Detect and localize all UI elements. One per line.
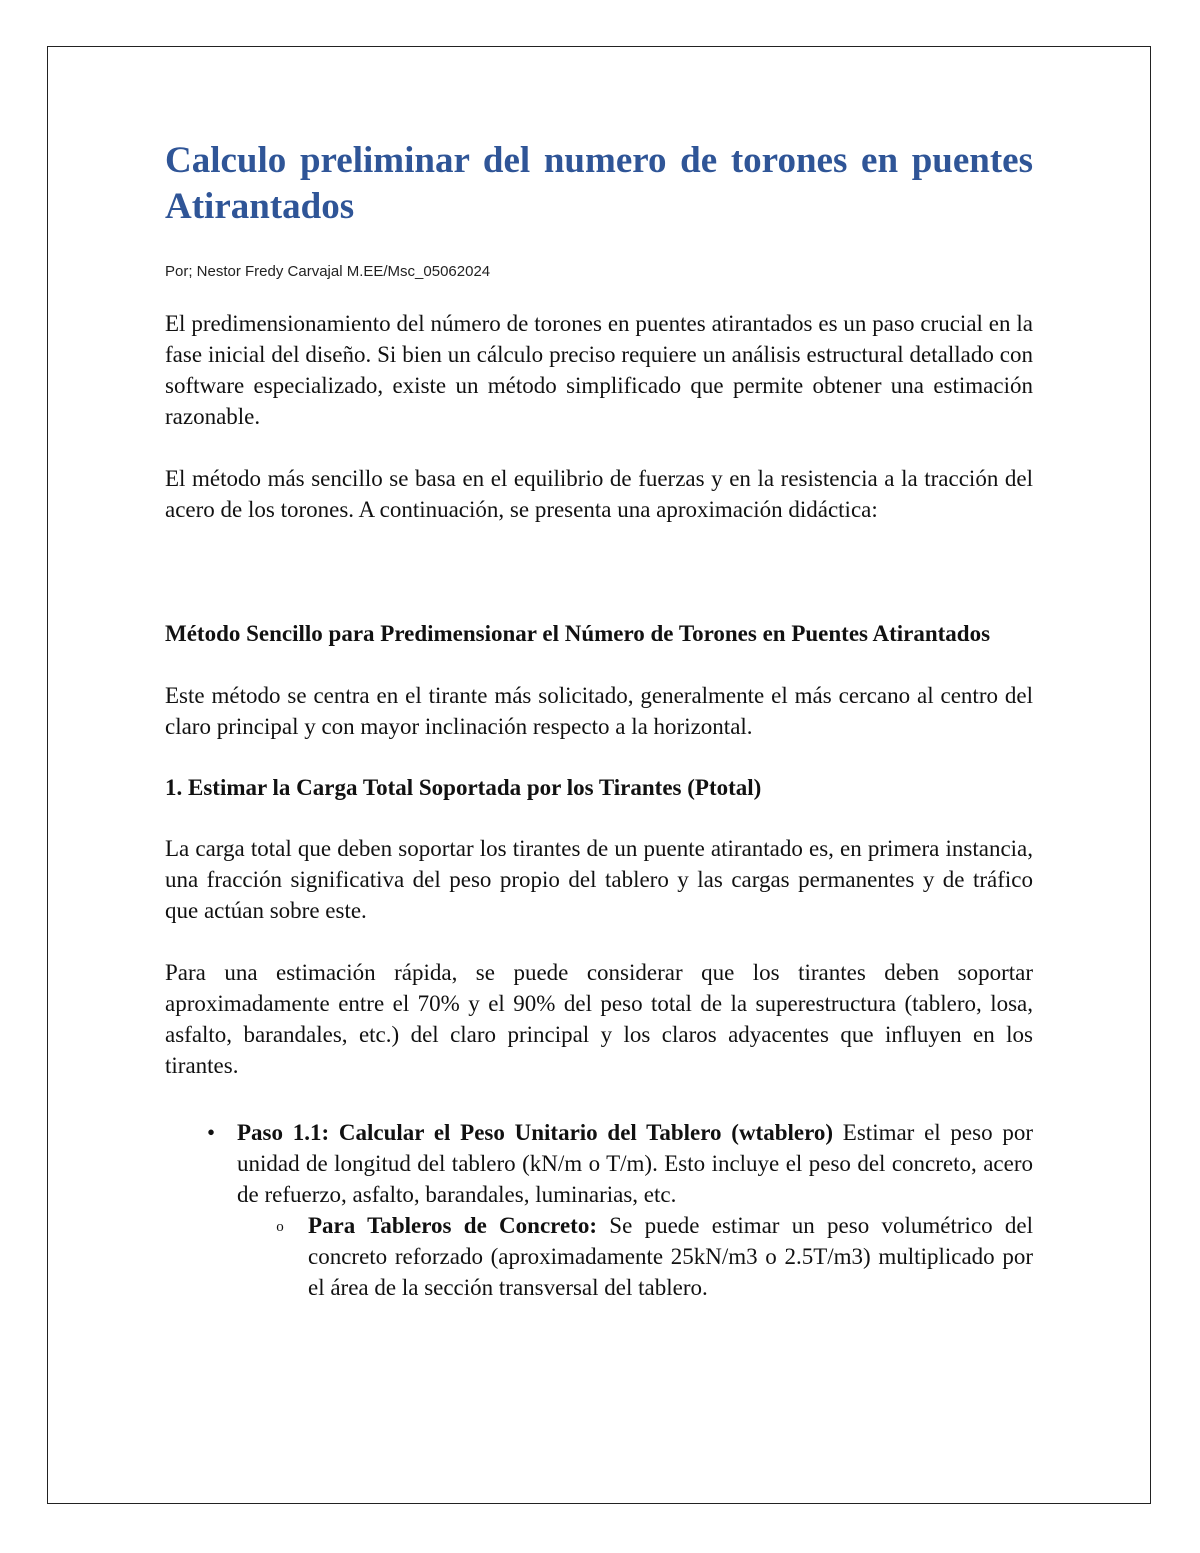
bullet-list	[165, 1117, 1033, 1303]
step1-paragraph-b: Para una estimación rápida, se puede considerar que los tirantes deben soportar aproximadamente entre el 70% y el 90% del peso total de la superestructura (tablero, losa, asfalto, barandales, etc.) del claro principal y los claros adyacentes que influyen en los tirantes.	[165, 960, 1033, 1078]
document-title: Calculo preliminar del numero de torones en puentes Atirantados	[165, 140, 1033, 227]
bullet-text: Estimar el peso por unidad de longitud del tablero (kN/m o T/m). Esto incluye el peso del concreto, acero de refuerzo, asfalto, barandales, luminarias, etc.	[237, 1120, 1033, 1207]
sub-bullet-marker: o	[276, 1219, 284, 1235]
bullet-marker: •	[206, 1120, 216, 1145]
sub-list-item	[237, 1210, 1033, 1303]
method-paragraph: Este método se centra en el tirante más solicitado, generalmente el más cercano al centro del claro principal y con mayor inclinación respecto a la horizontal.	[165, 683, 1033, 739]
bullet-bold-label: Paso 1.1: Calcular el Peso Unitario del Tablero (wtablero)	[237, 1120, 834, 1145]
intro-paragraph-2: El método más sencillo se basa en el equilibrio de fuerzas y en la resistencia a la tracción del acero de los torones. A continuación, se presenta una aproximación didáctica:	[165, 466, 1033, 522]
list-item	[165, 1117, 1033, 1303]
author-byline: Por; Nestor Fredy Carvajal M.EE/Msc_05062024	[165, 263, 491, 280]
intro-paragraph-1: El predimensionamiento del número de torones en puentes atirantados es un paso crucial en la fase inicial del diseño. Si bien un cálculo preciso requiere un análisis estructural detallado con software especializado, existe un método simplificado que permite obtener una estimación razonable.	[165, 311, 1033, 429]
method-heading: Método Sencillo para Predimensionar el Número de Torones en Puentes Atirantados	[165, 621, 991, 646]
document-body	[165, 138, 1033, 1303]
step1-paragraph-a: La carga total que deben soportar los tirantes de un puente atirantado es, en primera instancia, una fracción significativa del peso propio del tablero y las cargas permanentes y de tráfico que actúan sobre este.	[165, 836, 1033, 923]
step1-heading: 1. Estimar la Carga Total Soportada por los Tirantes (Ptotal)	[165, 775, 762, 800]
sub-bullet-bold-label: Para Tableros de Concreto:	[308, 1213, 597, 1238]
sub-list	[237, 1210, 1033, 1303]
sub-bullet-text: Se puede estimar un peso volumétrico del concreto reforzado (aproximadamente 25kN/m3 o 2.5T/m3) multiplicado por el área de la sección transversal del tablero.	[308, 1213, 1033, 1300]
